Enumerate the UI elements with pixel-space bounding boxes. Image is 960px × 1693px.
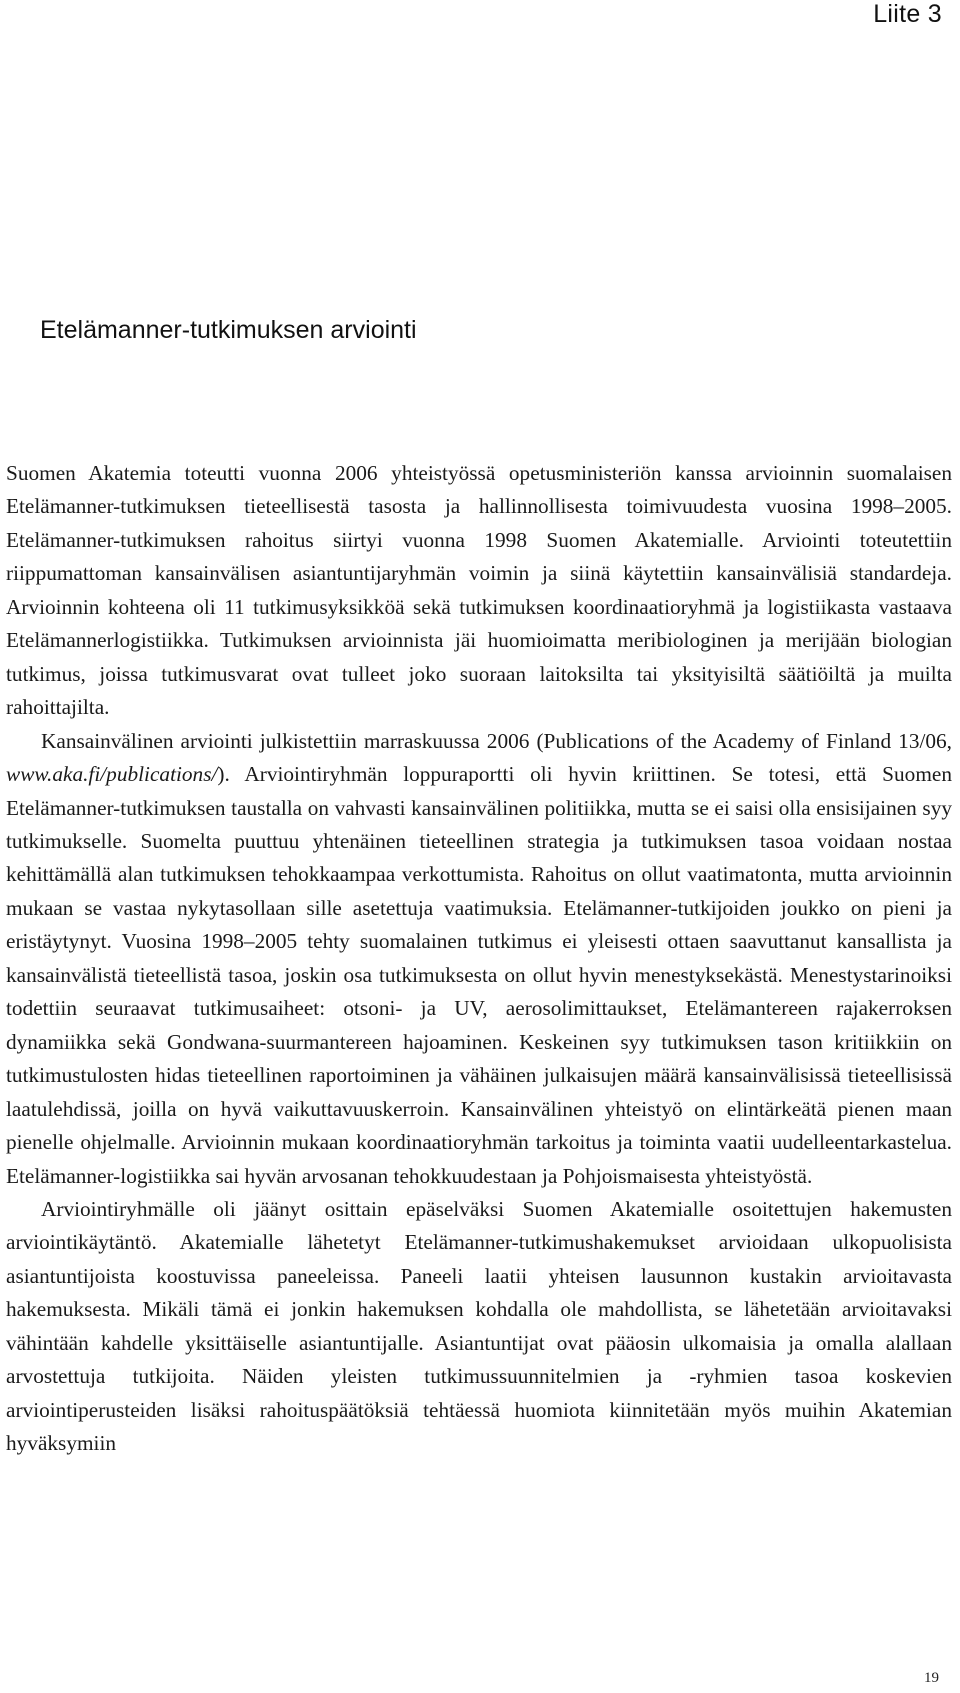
paragraph-application-review: Arviointiryhmälle oli jäänyt osittain epäselväksi Suomen Akatemialle osoitettujen hakemusten arviointikäytäntö. Akatemialle lähetetyt Etelämanner-tutkimushakemukset arvioidaan ulkopuolisista asiantuntijoista koostuvissa paneeleissa. Paneeli laatii yhteisen lausunnon kustakin arvioitavasta hakemuksesta. Mikäli tämä ei jonkin hakemuksen kohdalla ole mahdollista, se lähetetään arvioitavaksi vähintään kahdelle yksittäiselle asiantuntijalle. Asiantuntijat ovat pääosin ulkomaisia ja omalla alallaan arvostettuja tutkijoita. Näiden yleisten tutkimussuunnitelmien ja -ryhmien tasoa koskevien arviointiperusteiden lisäksi rahoituspäätöksiä tehtäessä huomiota kiinnitetään myös muihin Akatemian hyväksymiin	[6, 1196, 952, 1456]
paragraph-text-before-link: Kansainvälinen arviointi julkistettiin marraskuussa 2006 (Publications of the Academy of Finland 13/06,	[41, 728, 952, 753]
publications-link[interactable]: www.aka.fi/publications/	[6, 762, 218, 787]
paragraph-text-after-link: ). Arviointiryhmän loppuraportti oli hyvin kriittinen. Se totesi, että Suomen Etelämanner-tutkimuksen taustalla on vahvasti kansainvälinen politiikka, mutta se ei saisi olla ensisijainen syy tutkimukselle. Suomelta puuttuu yhtenäinen tieteellinen strategia ja tutkimuksen tasoa voidaan nostaa kehittämällä alan tutkimuksen tehokkaampaa verkottumista. Rahoitus on ollut vaatimatonta, mutta arvioinnin mukaan se vastaa nykytasollaan sille asetettuja vaatimuksia. Etelämanner-tutkijoiden joukko on pieni ja eristäytynyt. Vuosina 1998–2005 tehty suomalainen tutkimus ei yleisesti ottaen saavuttanut kansallista ja kansainvälistä tieteellistä tasoa, joskin osa tutkimuksesta on ollut hyvin menestyksekästä. Menestystarinoiksi todettiin seuraavat tutkimusaiheet: otsoni- ja UV, aerosolimittaukset, Etelämantereen rajakerroksen dynamiikka sekä Gondwana-suurmantereen hajoaminen. Keskeinen syy tutkimuksen tason kritiikkiin on tutkimustulosten hidas tieteellinen raportoiminen ja vähäinen julkaisujen määrä kansainvälisissä tieteellisissä laatulehdissä, joilla on hyvä vaikuttavuuskerroin. Kansainvälinen yhteistyö on elintärkeätä pienen maan pienelle ohjelmalle. Arvioinnin mukaan koordinaatioryhmän tarkoitus ja toiminta vaatii uudelleentarkastelua. Etelämanner-logistiikka sai hyvän arvosanan tehokkuudestaan ja Pohjoismaisesta yhteistyöstä.	[6, 762, 952, 1188]
body-text	[6, 457, 952, 1461]
page-title: Etelämanner-tutkimuksen arviointi	[40, 316, 417, 344]
page-number: 19	[924, 1670, 939, 1686]
paragraph-evaluation-results	[6, 725, 952, 1193]
appendix-label: Liite 3	[873, 0, 942, 28]
paragraph-intro: Suomen Akatemia toteutti vuonna 2006 yhteistyössä opetusministeriön kanssa arvioinnin suomalaisen Etelämanner-tutkimuksen tieteellisestä tasosta ja hallinnollisesta toimivuudesta vuosina 1998–2005. Etelämanner-tutkimuksen rahoitus siirtyi vuonna 1998 Suomen Akatemialle. Arviointi toteutettiin riippumattoman kansainvälisen asiantuntijaryhmän voimin ja siinä käytettiin kansainvälisiä standardeja. Arvioinnin kohteena oli 11 tutkimusyksikköä sekä tutkimuksen koordinaatioryhmä ja logistiikasta vastaava Etelämannerlogistiikka. Tutkimuksen arvioinnista jäi huomioimatta meribiologinen ja merijään biologian tutkimus, joissa tutkimusvarat ovat tulleet joko suoraan laitoksilta tai yksityisiltä säätiöiltä ja muilta rahoittajilta.	[6, 461, 952, 720]
